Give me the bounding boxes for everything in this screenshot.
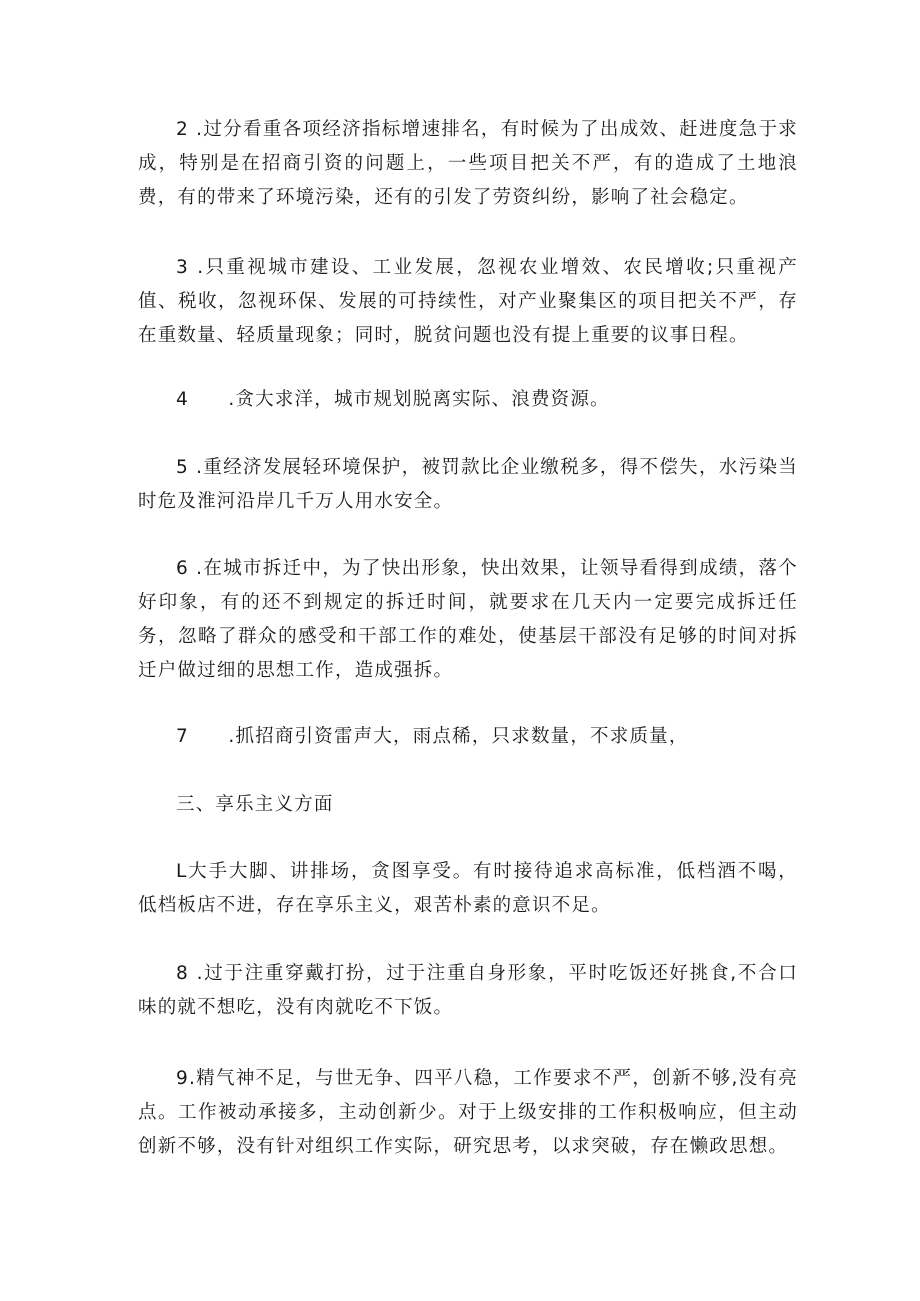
paragraph-item-2: 2 .过分看重各项经济指标增速排名，有时候为了出成效、赶进度急于求成，特别是在招商引资的问题上，一些项目把关不严，有的造成了土地浪费，有的带来了环境污染，还有的引发了劳资纠纷，影响了社会稳定。 — [138, 119, 798, 208]
paragraph-item-6: 6 .在城市拆迁中，为了快出形象，快出效果，让领导看得到成绩，落个好印象，有的还不到规定的拆迁时间，就要求在几天内一定要完成拆迁任务，忽略了群众的感受和干部工作的难处，使基层干部没有足够的时间对拆迁户做过细的思想工作，造成强拆。 — [138, 558, 798, 681]
paragraph-item-7: 7 .抓招商引资雷声大，雨点稀，只求数量，不求质量， — [176, 726, 689, 747]
paragraph-item-4: 4 .贪大求洋，城市规划脱离实际、浪费资源。 — [176, 389, 610, 410]
paragraph-item-l: L大手大脚、讲排场，贪图享受。有时接待追求高标准，低档酒不喝，低档板店不进，存在享乐主义，艰苦朴素的意识不足。 — [138, 861, 798, 916]
paragraph-item-5: 5 .重经济发展轻环境保护，被罚款比企业缴税多，得不偿失，水污染当时危及淮河沿岸几千万人用水安全。 — [138, 457, 798, 512]
paragraph-item-8: 8 .过于注重穿戴打扮，过于注重自身形象，平时吃饭还好挑食,不合口味的就不想吃，没有肉就吃不下饭。 — [138, 963, 798, 1018]
section-heading: 三、享乐主义方面 — [176, 794, 334, 815]
paragraph-item-3: 3 .只重视城市建设、工业发展，忽视农业增效、农民增收;只重视产值、税收，忽视环保、发展的可持续性，对产业聚集区的项目把关不严，存在重数量、轻质量现象；同时，脱贫问题也没有提上重要的议事日程。 — [138, 257, 798, 346]
paragraph-item-9: 9.精气神不足，与世无争、四平八稳，工作要求不严，创新不够,没有亮点。工作被动承接多，主动创新少。对于上级安排的工作积极响应，但主动创新不够，没有针对组织工作实际，研究思考，以求突破，存在懒政思想。 — [138, 1068, 798, 1157]
